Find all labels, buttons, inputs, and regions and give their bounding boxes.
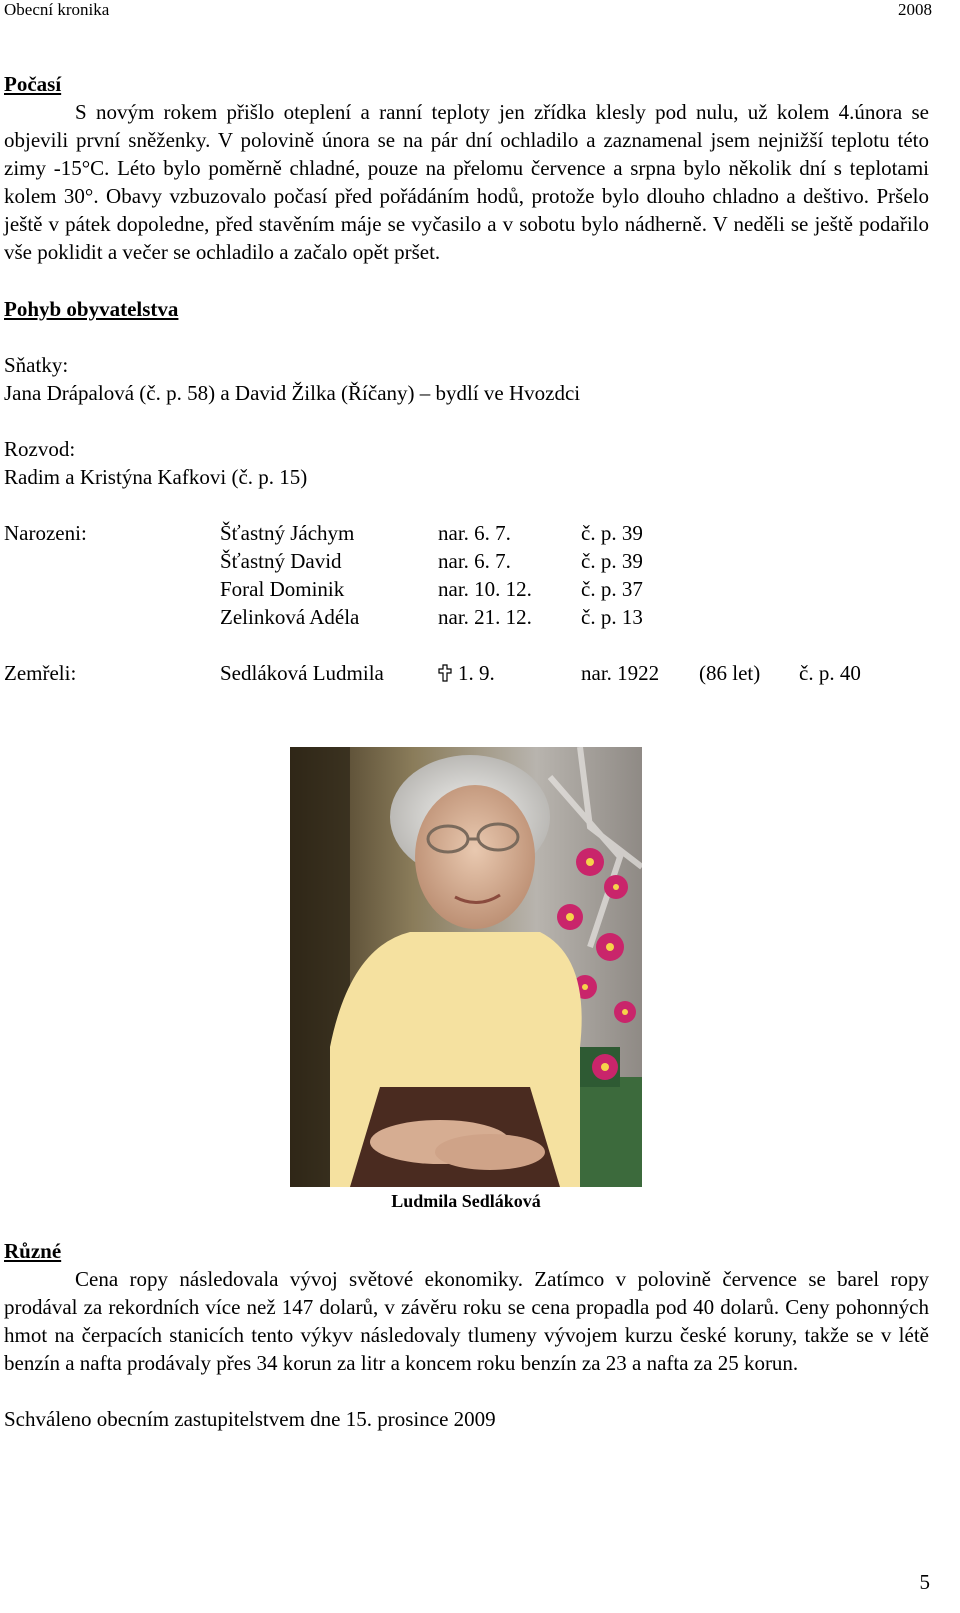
death-age: (86 let): [699, 660, 761, 685]
weather-paragraph: S novým rokem přišlo oteplení a ranní teploty jen zřídka klesly pod nulu, už kolem 4.února se objevili první sněženky. V polovině února se na pár dní ochladilo a zaznamenal jsem nejnižší teplotu této zimy -15°C. Léto bylo poměrně chladné, pouze na přelomu července a srpna bylo několik dní s teplotami kolem 30°. Obavy vzbuzovalo počasí před pořádáním hodů, protože bylo dlouho chladno a deštivo. Pršelo ještě v pátek dopoledne, před stavěním máje se vyčasilo a v sobotu bylo nádherně. V neděli se ještě podařilo vše poklidit a večer se ochladilo a začalo opět pršet.: [4, 100, 929, 265]
birth-house: č. p. 39: [581, 520, 643, 545]
birth-name: Foral Dominik: [220, 576, 345, 601]
death-name: Sedláková Ludmila: [220, 660, 384, 685]
death-date: 1. 9.: [458, 660, 495, 685]
misc-heading: Různé: [4, 1239, 62, 1263]
birth-row: [4, 603, 929, 631]
birth-date: nar. 6. 7.: [438, 520, 511, 545]
deaths-label: Zemřeli:: [4, 660, 77, 685]
misc-section: [4, 1237, 929, 1433]
birth-name: Šťastný Jáchym: [220, 520, 355, 545]
birth-name: Šťastný David: [220, 548, 342, 573]
birth-date: nar. 6. 7.: [438, 548, 511, 573]
birth-row: [4, 575, 929, 603]
portrait-photo: [290, 747, 642, 1187]
latin-cross-icon: [438, 659, 452, 687]
birth-house: č. p. 13: [581, 604, 643, 629]
marriages-text: Jana Drápalová (č. p. 58) a David Žilka (Říčany) – bydlí ve Hvozdci: [4, 380, 581, 405]
birth-date: nar. 10. 12.: [438, 576, 532, 601]
birth-house: č. p. 39: [581, 548, 643, 573]
death-born: nar. 1922: [581, 660, 660, 685]
header-year: 2008: [898, 0, 932, 19]
page-number: 5: [919, 1570, 930, 1594]
births-label: Narozeni:: [4, 520, 87, 545]
weather-heading: Počasí: [4, 72, 62, 96]
divorce-text: Radim a Kristýna Kafkovi (č. p. 15): [4, 464, 308, 489]
death-row: [4, 659, 929, 687]
birth-name: Zelinková Adéla: [220, 604, 360, 629]
population-heading: Pohyb obyvatelstva: [4, 296, 179, 321]
death-date-cell: [438, 659, 495, 687]
birth-house: č. p. 37: [581, 576, 643, 601]
approval-note: Schváleno obecním zastupitelstvem dne 15. prosince 2009: [4, 1407, 496, 1432]
birth-row: [4, 519, 929, 547]
main-content: [4, 70, 929, 687]
death-house: č. p. 40: [799, 660, 861, 685]
birth-row: [4, 547, 929, 575]
header-title: Obecní kronika: [4, 0, 110, 19]
photo-caption: Ludmila Sedláková: [391, 1191, 541, 1211]
birth-date: nar. 21. 12.: [438, 604, 532, 629]
marriages-label: Sňatky:: [4, 352, 69, 377]
divorce-label: Rozvod:: [4, 436, 76, 461]
misc-paragraph: Cena ropy následovala vývoj světové ekonomiky. Zatímco v polovině července se barel ropy prodával za rekordních více než 147 dolarů, v závěru roku se cena propadla pod 40 dolarů. Ceny pohonných hmot na čerpacích stanicích tento výkyv následovaly tlumeny vývojem kurzu české koruny, takže se v létě benzín a nafta prodávaly přes 34 korun za litr a koncem roku benzín za 23 a nafta za 25 korun.: [4, 1267, 929, 1376]
